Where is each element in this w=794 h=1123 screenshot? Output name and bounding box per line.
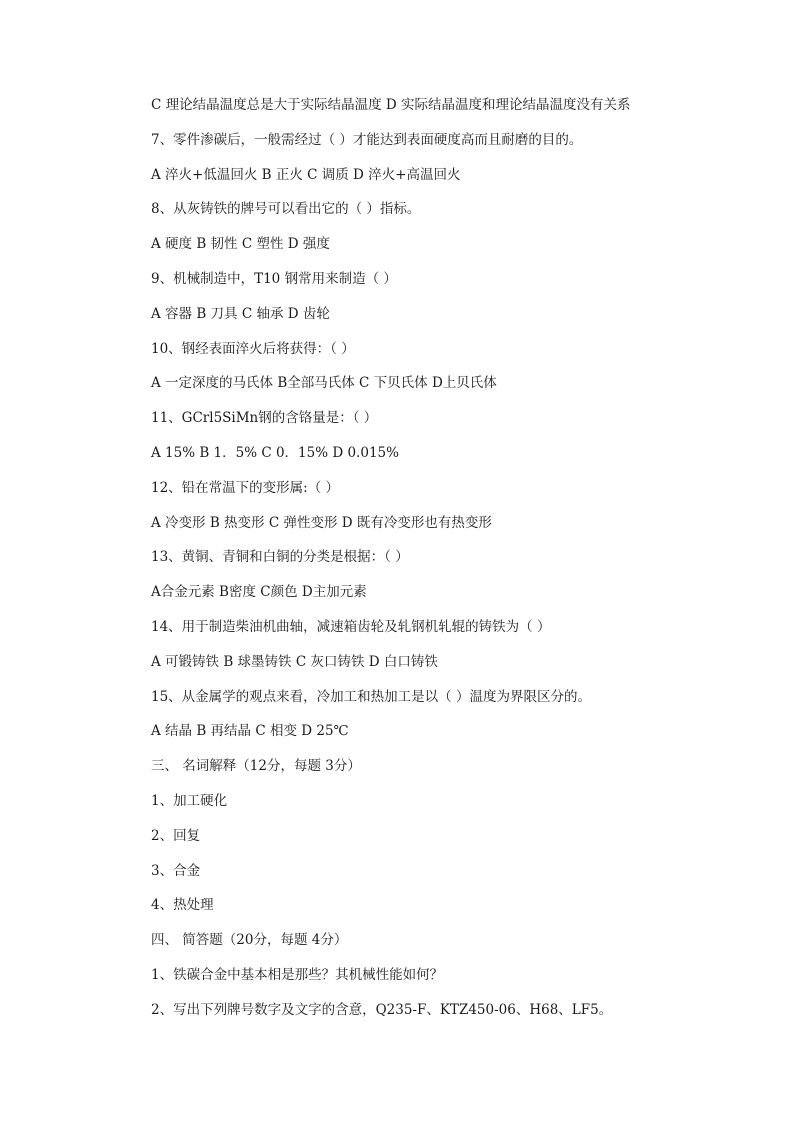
options-q14: A 可锻铸铁 B 球墨铸铁 C 灰口铸铁 D 白口铸铁 (151, 653, 438, 670)
short-answer-2: 2、写出下列牌号数字及文字的含意，Q235-F、KTZ450-06、H68、LF5。 (151, 1001, 613, 1018)
term-1: 1、加工硬化 (151, 792, 228, 809)
options-q11: A 15% B 1．5% C 0．15% D 0.015% (151, 444, 399, 461)
option-line-q6-cd: C 理论结晶温度总是大于实际结晶温度 D 实际结晶温度和理论结晶温度没有关系 (151, 97, 631, 113)
exam-page-content (151, 93, 751, 1033)
question-13: 13、黄铜、青铜和白铜的分类是根据：（ ） (151, 549, 409, 566)
question-14: 14、用于制造柴油机曲轴，减速箱齿轮及轧钢机轧辊的铸铁为（ ） (151, 618, 551, 635)
options-q12: A 冷变形 B 热变形 C 弹性变形 D 既有冷变形也有热变形 (151, 514, 492, 531)
question-10: 10、钢经表面淬火后将获得：（ ） (151, 340, 355, 357)
term-2: 2、回复 (151, 827, 201, 844)
section-heading-3: 三、 名词解释（12分，每题 3分） (151, 758, 361, 775)
term-4: 4、热处理 (151, 897, 214, 914)
options-q9: A 容器 B 刀具 C 轴承 D 齿轮 (151, 305, 330, 322)
section-heading-4: 四、 简答题（20分，每题 4分） (151, 932, 348, 949)
question-9: 9、机械制造中，T10 钢常用来制造（ ） (151, 270, 397, 287)
question-12: 12、铅在常温下的变形属:（ ） (151, 479, 340, 496)
question-15: 15、从金属学的观点来看，冷加工和热加工是以（ ）温度为界限区分的。 (151, 688, 591, 705)
options-q8: A 硬度 B 韧性 C 塑性 D 强度 (151, 236, 330, 253)
question-8: 8、从灰铸铁的牌号可以看出它的（ ）指标。 (151, 201, 421, 218)
term-3: 3、合金 (151, 862, 201, 879)
question-7: 7、零件渗碳后，一般需经过（ ）才能达到表面硬度高而且耐磨的目的。 (151, 131, 583, 148)
question-11: 11、GCrl5SiMn钢的含铬量是：（ ） (151, 410, 378, 427)
options-q13: A合金元素 B密度 C颜色 D主加元素 (151, 584, 367, 601)
options-q15: A 结晶 B 再结晶 C 相变 D 25℃ (151, 723, 349, 740)
short-answer-1: 1、铁碳合金中基本相是那些？其机械性能如何？ (151, 966, 444, 983)
options-q10: A 一定深度的马氏体 B全部马氏体 C 下贝氏体 D上贝氏体 (151, 375, 497, 392)
options-q7: A 淬火+低温回火 B 正火 C 调质 D 淬火+高温回火 (151, 166, 461, 183)
